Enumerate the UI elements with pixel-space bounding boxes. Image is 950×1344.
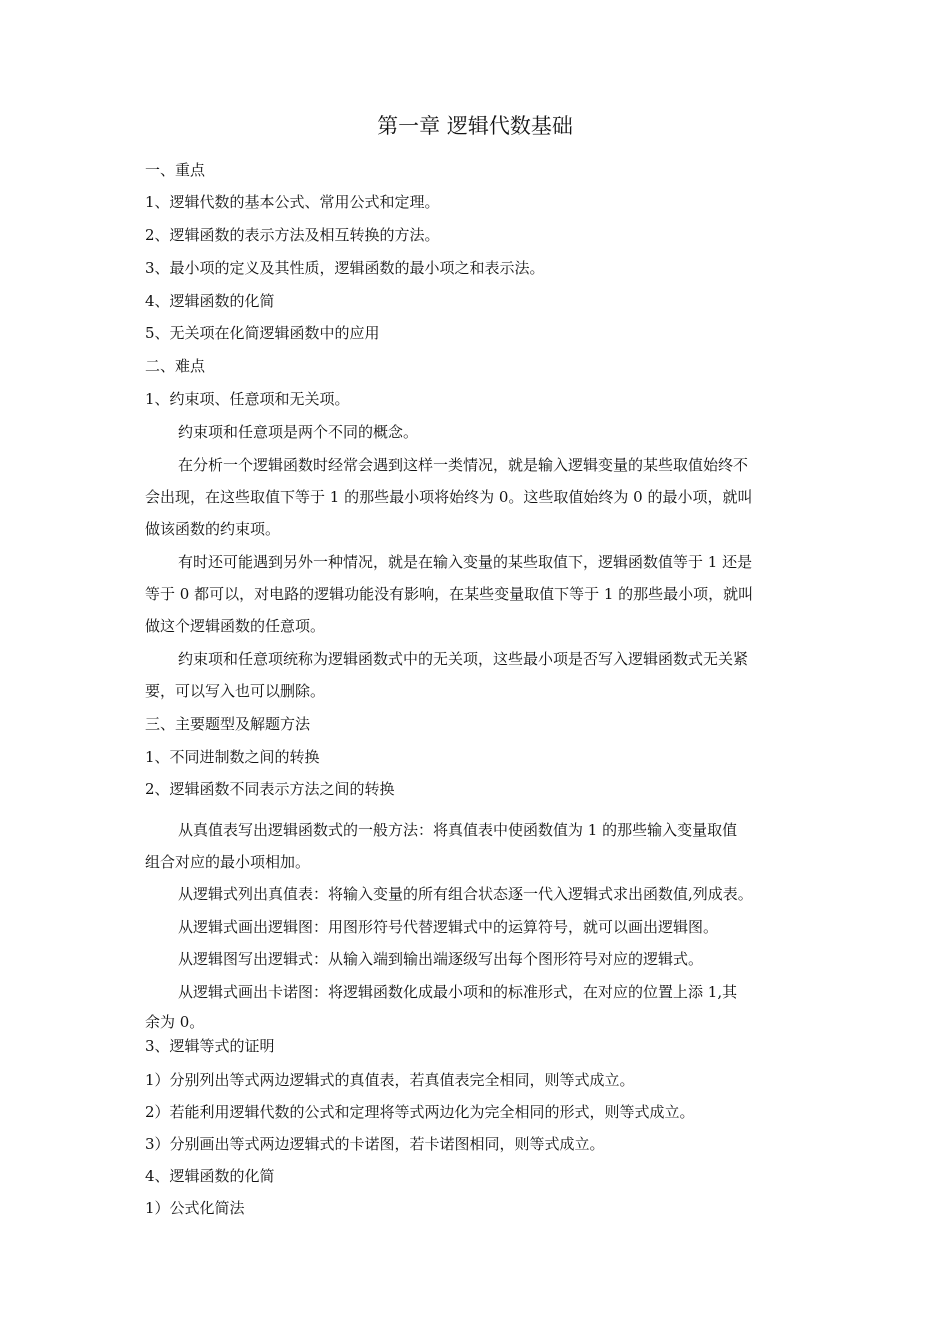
- chapter-title: 第一章 逻辑代数基础: [377, 114, 573, 138]
- paragraph-line: 从逻辑式画出卡诺图：将逻辑函数化成最小项和的标准形式，在对应的位置上添 1,其: [178, 983, 738, 1001]
- paragraph-line: 从逻辑式列出真值表：将输入变量的所有组合状态逐一代入逻辑式求出函数值,列成表。: [178, 885, 753, 903]
- paragraph-line: 在分析一个逻辑函数时经常会遇到这样一类情况，就是输入逻辑变量的某些取值始终不: [178, 456, 749, 474]
- text-line: 3、最小项的定义及其性质，逻辑函数的最小项之和表示法。: [145, 259, 545, 277]
- text-line: 2、逻辑函数不同表示方法之间的转换: [145, 780, 395, 798]
- text-line: 4、逻辑函数的化简: [145, 292, 275, 310]
- section-heading-difficulties: 二、难点: [145, 357, 206, 375]
- paragraph-line: 从真值表写出逻辑函数式的一般方法：将真值表中使函数值为 1 的那些输入变量取值: [178, 821, 738, 839]
- text-line: 1）公式化简法: [145, 1199, 245, 1217]
- paragraph-line: 从逻辑式画出逻辑图：用图形符号代替逻辑式中的运算符号，就可以画出逻辑图。: [178, 918, 719, 936]
- text-line: 1）分别列出等式两边逻辑式的真值表，若真值表完全相同，则等式成立。: [145, 1071, 635, 1089]
- paragraph-line: 做这个逻辑函数的任意项。: [145, 617, 326, 635]
- text-line: 4、逻辑函数的化简: [145, 1167, 275, 1185]
- paragraph-line: 余为 0。: [145, 1013, 205, 1031]
- text-line: 1、逻辑代数的基本公式、常用公式和定理。: [145, 193, 440, 211]
- paragraph-line: 组合对应的最小项相加。: [145, 853, 311, 871]
- text-line: 5、无关项在化简逻辑函数中的应用: [145, 324, 380, 342]
- paragraph-line: 等于 0 都可以，对电路的逻辑功能没有影响，在某些变量取值下等于 1 的那些最小项，就叫: [145, 585, 754, 603]
- text-line: 3、逻辑等式的证明: [145, 1037, 275, 1055]
- paragraph-line: 约束项和任意项统称为逻辑函数式中的无关项，这些最小项是否写入逻辑函数式无关紧: [178, 650, 749, 668]
- section-heading-key-points: 一、重点: [145, 161, 206, 179]
- text-line: 2、逻辑函数的表示方法及相互转换的方法。: [145, 226, 440, 244]
- paragraph-line: 从逻辑图写出逻辑式：从输入端到输出端逐级写出每个图形符号对应的逻辑式。: [178, 950, 704, 968]
- paragraph-line: 要，可以写入也可以删除。: [145, 682, 326, 700]
- text-line: 1、约束项、任意项和无关项。: [145, 390, 350, 408]
- paragraph-line: 约束项和任意项是两个不同的概念。: [178, 423, 419, 441]
- text-line: 2）若能利用逻辑代数的公式和定理将等式两边化为完全相同的形式，则等式成立。: [145, 1103, 695, 1121]
- paragraph-line: 有时还可能遇到另外一种情况，就是在输入变量的某些取值下，逻辑函数值等于 1 还是: [178, 553, 753, 571]
- section-heading-problem-types: 三、主要题型及解题方法: [145, 715, 311, 733]
- paragraph-line: 做该函数的约束项。: [145, 520, 281, 538]
- paragraph-line: 会出现，在这些取值下等于 1 的那些最小项将始终为 0。这些取值始终为 0 的最小项，就叫: [145, 488, 753, 506]
- text-line: 3）分别画出等式两边逻辑式的卡诺图，若卡诺图相同，则等式成立。: [145, 1135, 605, 1153]
- text-line: 1、不同进制数之间的转换: [145, 748, 320, 766]
